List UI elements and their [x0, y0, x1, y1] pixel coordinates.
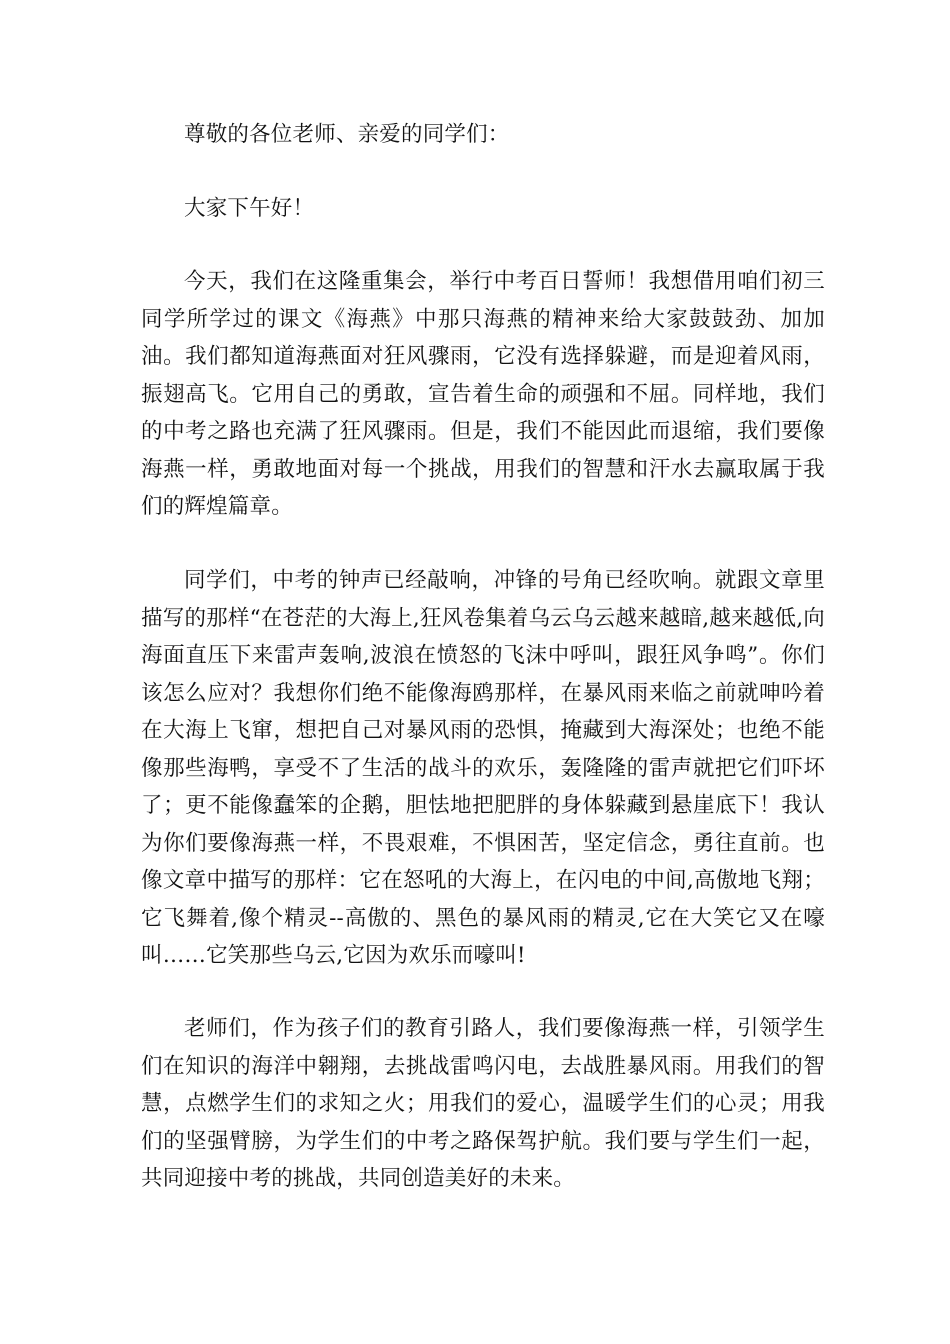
salutation: 尊敬的各位老师、亲爱的同学们： — [184, 122, 510, 147]
paragraph-haiyan-intro: 今天，我们在这隆重集会，举行中考百日誓师！我想借用咱们初三同学所学过的课文《海燕》中那只海燕的精神来给大家鼓鼓劲、加加油。我们都知道海燕面对狂风骤雨，它没有选择躲避，而是迎着风雨，振翅高飞。它用自己的勇敢，宣告着生命的顽强和不屈。同样地，我们的中考之路也充满了狂风骤雨。但是，我们不能因此而退缩，我们要像海燕一样，勇敢地面对每一个挑战，用我们的智慧和汗水去赢取属于我们的辉煌篇章。 — [141, 269, 825, 519]
paragraph-students: 同学们，中考的钟声已经敲响，冲锋的号角已经吹响。就跟文章里描写的那样“在苍茫的大海上,狂风卷集着乌云乌云越来越暗,越来越低,向海面直压下来雷声轰响,波浪在愤怒的飞沫中呼叫，跟狂风争鸣”。你们该怎么应对？我想你们绝不能像海鸥那样，在暴风雨来临之前就呻吟着在大海上飞窜，想把自己对暴风雨的恐惧，掩藏到大海深处；也绝不能像那些海鸭，享受不了生活的战斗的欢乐，轰隆隆的雷声就把它们吓坏了；更不能像蠢笨的企鹅，胆怯地把肥胖的身体躲藏到悬崖底下！我认为你们要像海燕一样，不畏艰难，不惧困苦，坚定信念，勇往直前。也像文章中描写的那样：它在怒吼的大海上，在闪电的中间,高傲地飞翔；它飞舞着,像个精灵--高傲的、黑色的暴风雨的精灵,它在大笑它又在嚎叫……它笑那些乌云,它因为欢乐而嚎叫! — [141, 568, 825, 968]
greeting: 大家下午好！ — [184, 196, 315, 221]
paragraph-teachers: 老师们，作为孩子们的教育引路人，我们要像海燕一样，引领学生们在知识的海洋中翱翔，去挑战雷鸣闪电，去战胜暴风雨。用我们的智慧，点燃学生们的求知之火；用我们的爱心，温暖学生们的心灵；用我们的坚强臂膀，为学生们的中考之路保驾护航。我们要与学生们一起，共同迎接中考的挑战，共同创造美好的未来。 — [141, 1016, 825, 1191]
